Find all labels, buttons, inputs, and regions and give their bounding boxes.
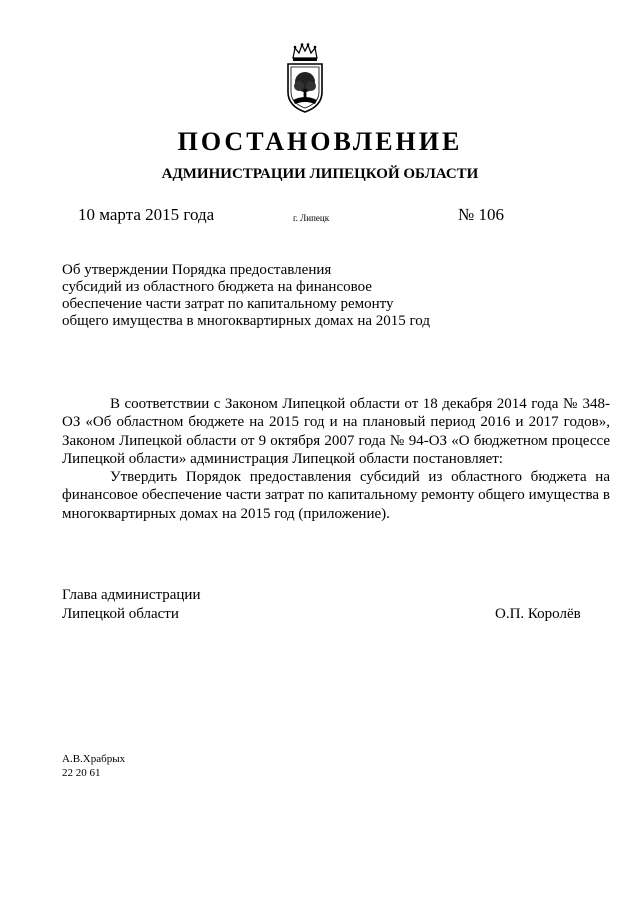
body-paragraph: В соответствии с Законом Липецкой области от 18 декабря 2014 года № 348-ОЗ «Об областном бюджете на 2015 год и на плановый период 2016 и 2017 годов», Законом Липецкой области от 9 октября 2007 года № 94-ОЗ «О бюджетном процессе Липецкой области» администрация Липецкой области постановляет: [62,396,610,467]
signature-position-line: Липецкой области [62,606,179,622]
executor-name: А.В.Храбрых [62,753,126,765]
document-number: № 106 [458,205,504,224]
document-city: г. Липецк [293,213,330,223]
document-date: 10 марта 2015 года [78,205,215,224]
body-paragraph: Утвердить Порядок предоставления субсидий из областного бюджета на финансовое обеспечение части затрат по капитальному ремонту общего имущества в многоквартирных домах на 2015 год (приложение). [62,469,610,522]
signature-position-line: Глава администрации [62,587,201,603]
document-body [62,395,610,523]
document-title: ПОСТАНОВЛЕНИЕ [177,127,463,156]
document-subject [62,262,462,330]
executor-phone: 22 20 61 [62,767,101,779]
subject-line: обеспечение части затрат по капитальному ремонту [62,296,394,312]
document-subtitle: АДМИНИСТРАЦИИ ЛИПЕЦКОЙ ОБЛАСТИ [161,166,479,182]
signature-name: О.П. Королёв [495,606,581,622]
subject-line: Об утверждении Порядка предоставления [62,262,332,278]
signature-position [62,586,200,624]
subject-line: субсидий из областного бюджета на финансовое [62,279,372,295]
coat-of-arms-icon [285,42,325,114]
executor-info [62,752,125,780]
subject-line: общего имущества в многоквартирных домах на 2015 год [62,313,430,329]
